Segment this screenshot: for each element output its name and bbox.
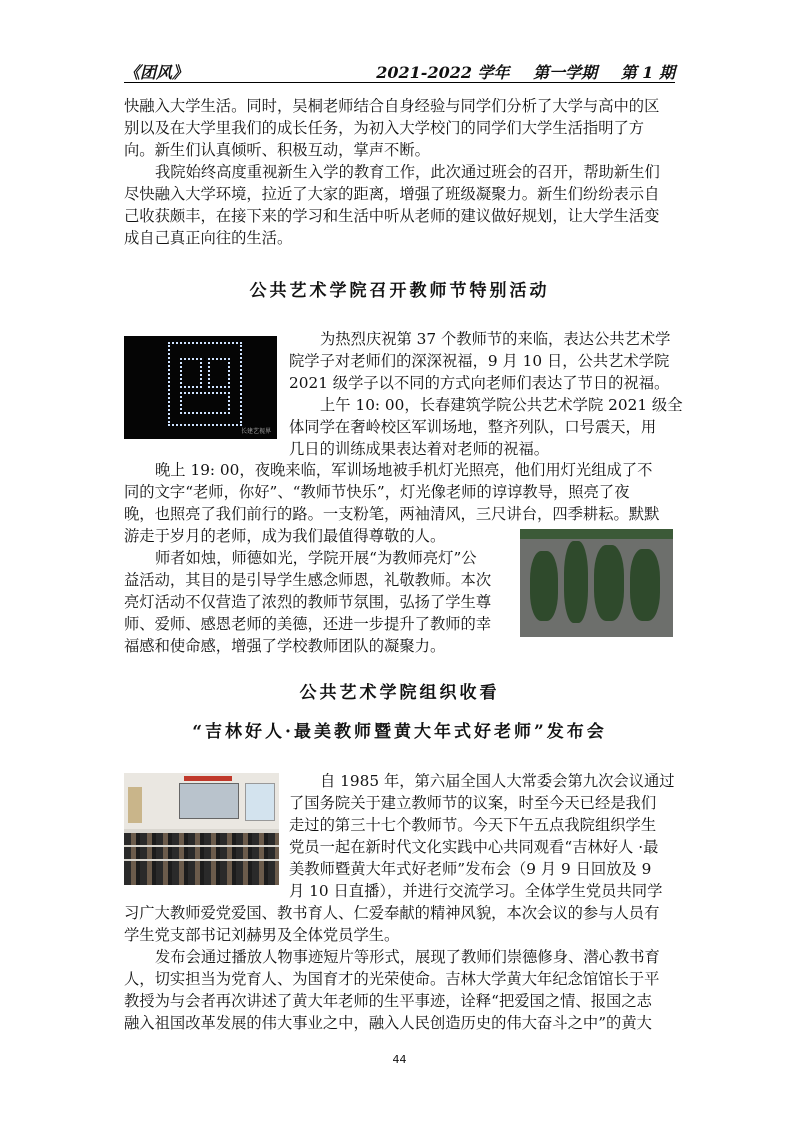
photo-caption: 长建艺视界: [240, 428, 271, 435]
text-line: 为热烈庆祝第 37 个教师节的来临，表达公共艺术学: [320, 330, 671, 348]
section1-heading: 公共艺术学院召开教师节特别活动: [249, 281, 550, 301]
text-line: 上午 10: 00，长春建筑学院公共艺术学院 2021 级全: [320, 396, 683, 414]
text-line: 快融入大学生活。同时，吴桐老师结合自身经验与同学们分析了大学与高中的区: [124, 97, 660, 115]
night-lights-photo: [124, 336, 277, 439]
text-line: 美教师暨黄大年式好老师”发布会（9 月 9 日回放及 9: [289, 860, 652, 878]
text-line: 教授为与会者再次讲述了黄大年老师的生平事迹，诠释“把爱国之情、报国之志: [124, 992, 652, 1010]
text-line: 师者如烛，师德如光，学院开展“为教师亮灯”公: [155, 549, 477, 567]
text-line: 习广大教师爱党爱国、教书育人、仁爱奉献的精神风貌，本次会议的参与人员有: [124, 904, 660, 922]
text-line: 人，切实担当为党育人、为国育才的光荣使命。吉林大学黄大年纪念馆馆长于平: [124, 970, 660, 988]
section1-para4: [124, 547, 516, 657]
text-line: 党员一起在新时代文化实践中心共同观看“吉林好人 ·最: [289, 838, 659, 856]
text-line: 走过的第三十七个教师节。今天下午五点我院组织学生: [289, 816, 657, 834]
text-line: 向。新生们认真倾听、积极互动，掌声不断。: [124, 141, 430, 159]
text-line: 自 1985 年，第六届全国人大常委会第九次会议通过: [320, 772, 675, 790]
text-line: 了国务院关于建立教师节的议案，时至今天已经是我们: [289, 794, 657, 812]
page-number: 44: [392, 1053, 407, 1066]
text-line: 同的文字“老师，你好”、“教师节快乐”，灯光像老师的谆谆教导，照亮了夜: [124, 483, 630, 501]
text-line: 尽快融入大学环境，拉近了大家的距离，增强了班级凝聚力。新生们纷纷表示自: [124, 185, 660, 203]
text-line: 2021 级学子以不同的方式向老师们表达了节日的祝福。: [289, 374, 670, 392]
text-line: 体同学在奢岭校区军训场地，整齐列队，口号震天，用: [289, 418, 657, 436]
text-line: 己收获颇丰，在接下来的学习和生活中听从老师的建议做好规划，让大学生活变: [124, 207, 660, 225]
section2-para2: [124, 946, 684, 1034]
text-line: 亮灯活动不仅营造了浓烈的教师节氛围，弘扬了学生尊: [124, 593, 492, 611]
journal-title: 《团风》: [124, 63, 189, 82]
section2-heading-line2: “吉林好人·最美教师暨黄大年式好老师”发布会: [192, 722, 607, 742]
issue-number: 第 1 期: [620, 63, 675, 82]
text-line: 福感和使命感，增强了学校教师团队的凝聚力。: [124, 637, 446, 655]
text-line: 游走于岁月的老师，成为我们最值得尊敬的人。: [124, 527, 446, 545]
meeting-room-photo: [124, 773, 279, 885]
text-line: 学生党支部书记刘赫男及全体党员学生。: [124, 926, 400, 944]
section2-heading-line1: 公共艺术学院组织收看: [299, 683, 500, 703]
section1-para1: [289, 328, 685, 394]
section2-para1-cont: [124, 902, 684, 946]
text-line: 别以及在大学里我们的成长任务，为初入大学校门的同学们大学生活指明了方: [124, 119, 645, 137]
text-line: 发布会通过播放人物事迹短片等形式，展现了教师们崇德修身、潜心教书育: [155, 948, 660, 966]
section1-para2: [289, 394, 685, 460]
text-line: 我院始终高度重视新生入学的教育工作，此次通过班会的召开，帮助新生们: [155, 163, 660, 181]
page-header: [124, 58, 675, 83]
text-line: 院学子对老师们的深深祝福，9 月 10 日，公共艺术学院: [289, 352, 670, 370]
aerial-students-photo: [520, 529, 673, 637]
text-line: 成自己真正向往的生活。: [124, 229, 293, 247]
text-line: 师、爱师、感恩老师的美德，还进一步提升了教师的幸: [124, 615, 492, 633]
semester: 第一学期: [533, 63, 598, 82]
academic-year: 2021-2022 学年: [376, 63, 510, 82]
section2-para1: [289, 770, 685, 902]
text-line: 融入祖国改革发展的伟大事业之中，融入人民创造历史的伟大奋斗之中”的黄大: [124, 1014, 652, 1032]
text-line: 晚，也照亮了我们前行的路。一支粉笔，两袖清风，三尺讲台，四季耕耘。默默: [124, 505, 660, 523]
text-line: 益活动，其目的是引导学生感念师恩，礼敬教师。本次: [124, 571, 492, 589]
issue-info: [376, 60, 675, 83]
school-paragraph: [124, 161, 684, 249]
text-line: 月 10 日直播），并进行交流学习。全体学生党员共同学: [289, 882, 663, 900]
text-line: 几日的训练成果表达着对老师的祝福。: [289, 440, 550, 458]
intro-paragraph: [124, 95, 684, 161]
text-line: 晚上 19: 00，夜晚来临，军训场地被手机灯光照亮，他们用灯光组成了不: [155, 461, 653, 479]
